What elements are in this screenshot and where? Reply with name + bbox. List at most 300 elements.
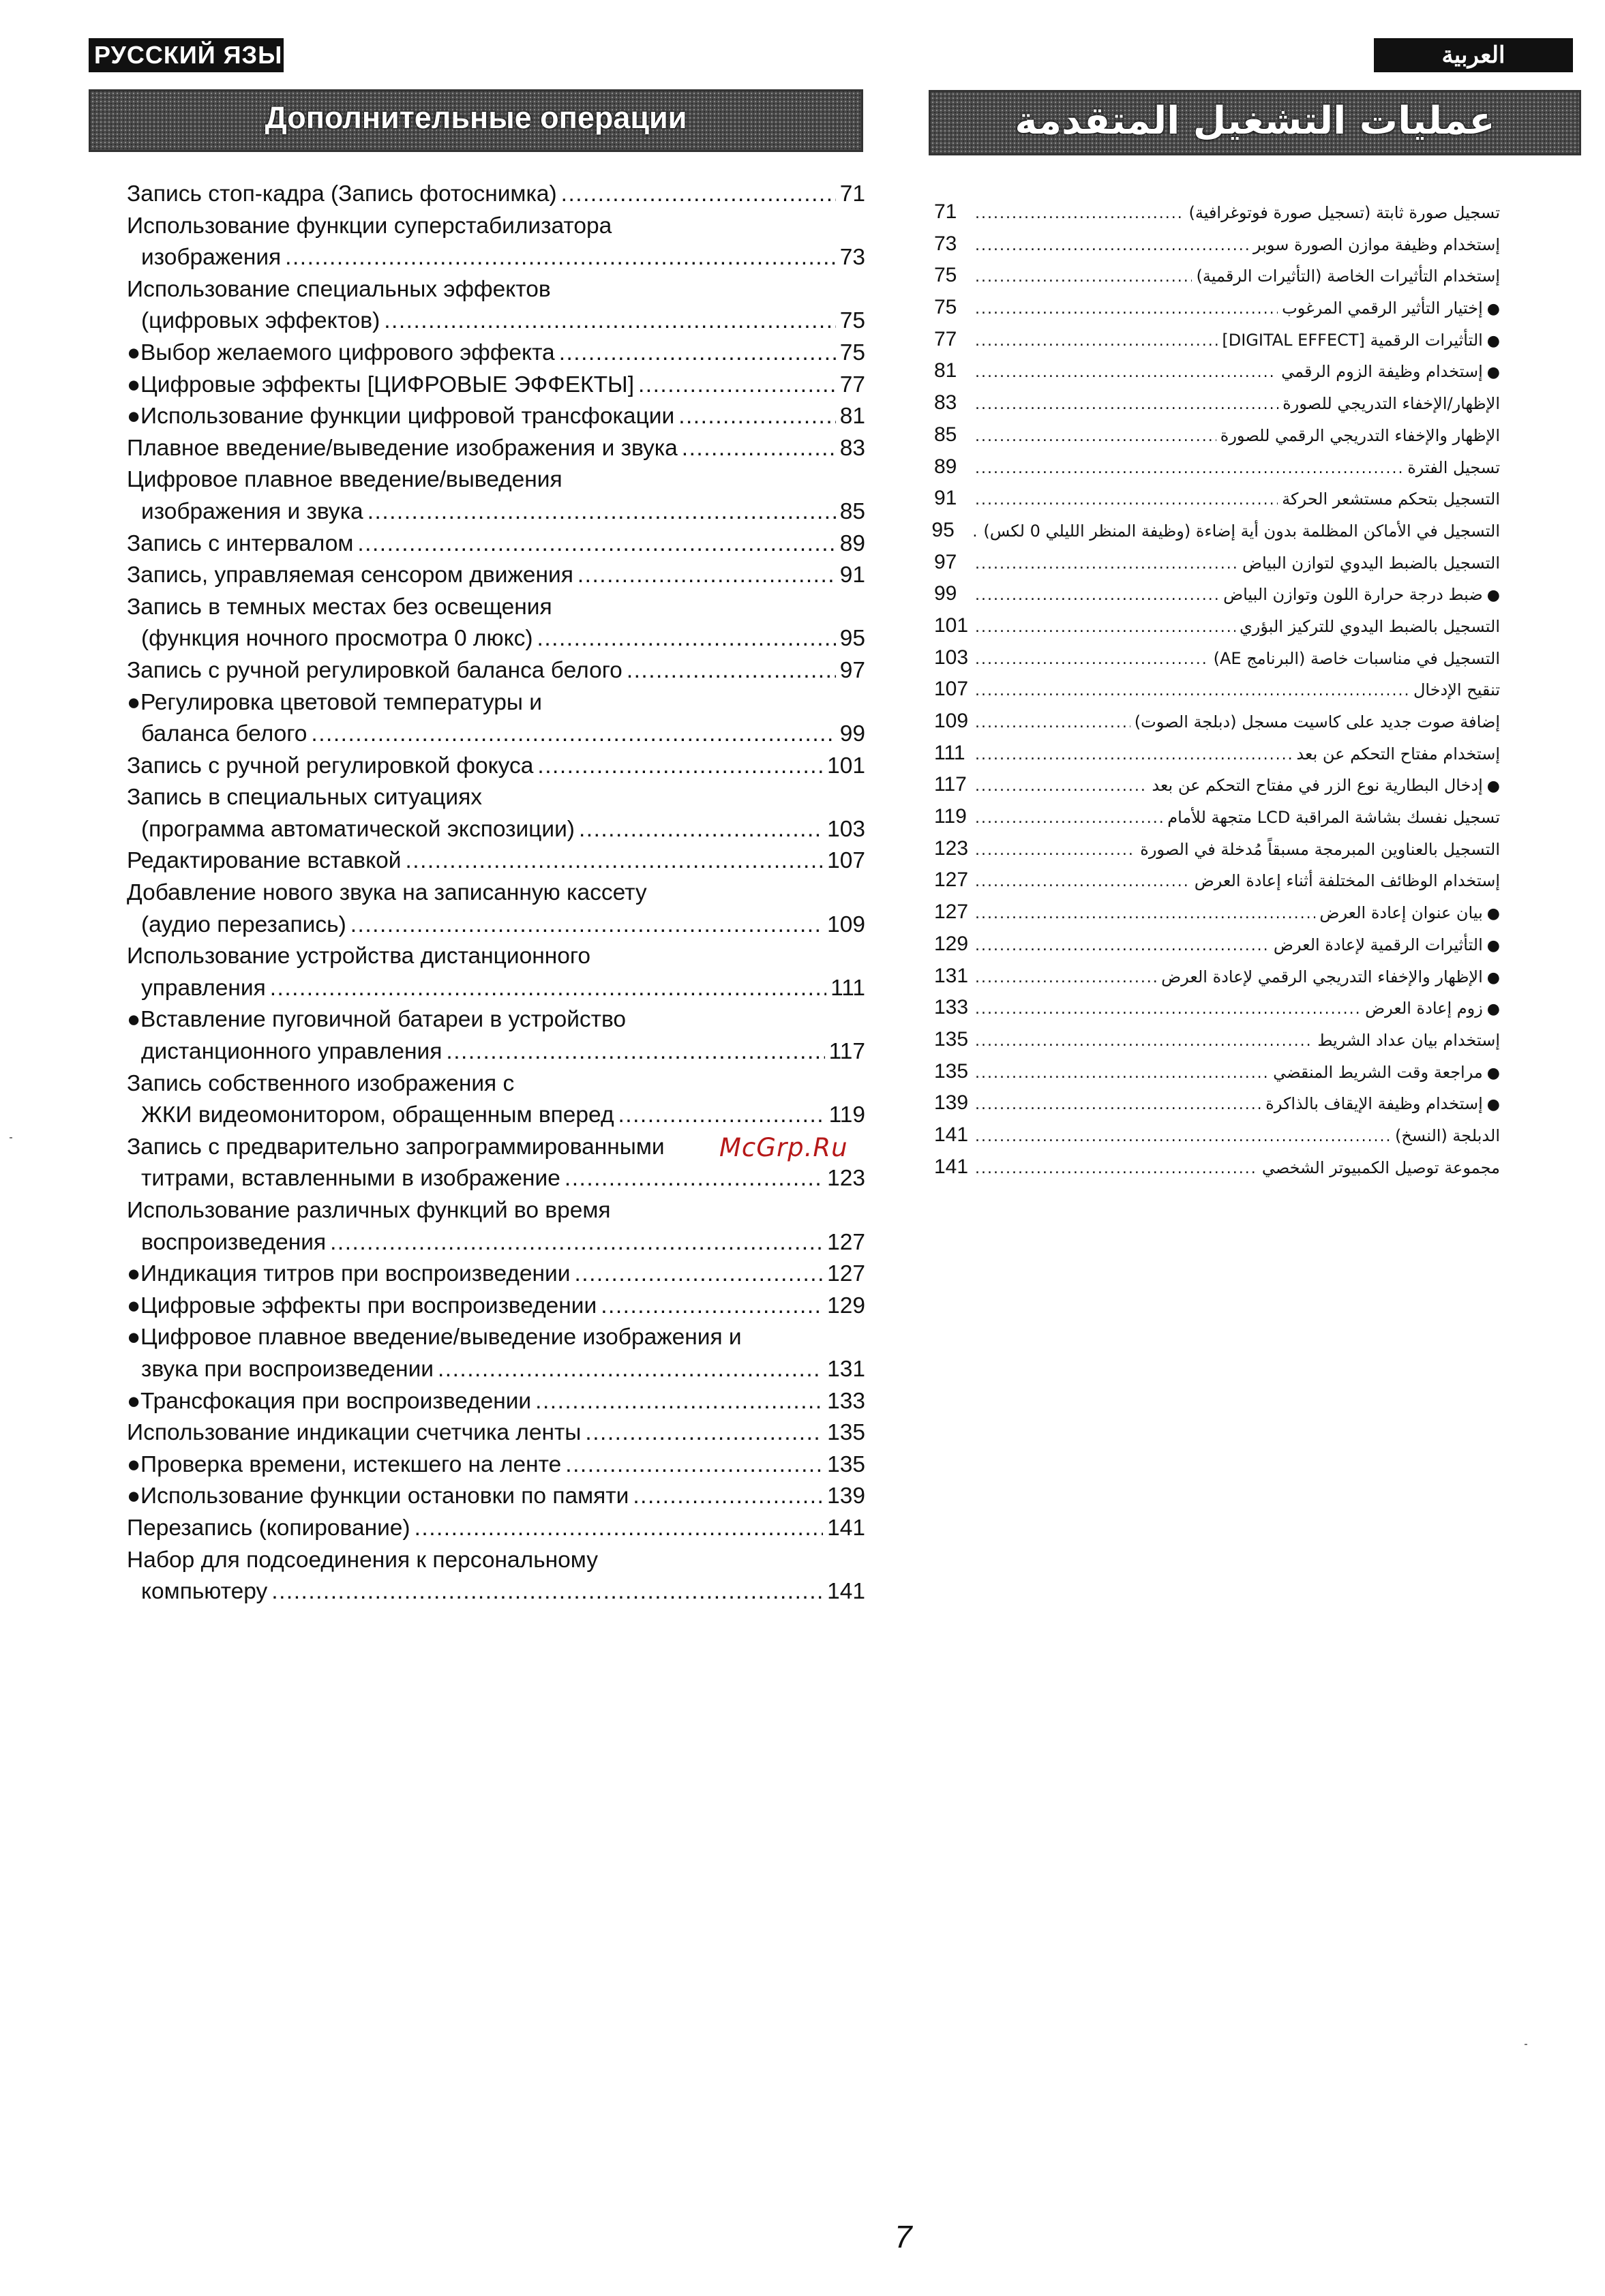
toc-entry-text: إستخدام بيان عداد الشريط xyxy=(1317,1030,1500,1050)
toc-entry-title xyxy=(1296,738,1500,770)
dot-leader xyxy=(975,963,1157,995)
toc-entry-title: Проверка времени, истекшего на ленте xyxy=(140,1451,562,1477)
toc-page-number: 75 xyxy=(839,308,865,334)
toc-page-number: 91 xyxy=(839,562,865,588)
toc-entry xyxy=(127,1195,865,1258)
toc-page-number: 127 xyxy=(827,1261,865,1287)
toc-entry-line xyxy=(127,1449,865,1481)
toc-page-number: 101 xyxy=(827,753,865,779)
toc-entry-title xyxy=(1273,1057,1500,1090)
toc-entry-text: بيان عنوان إعادة العرض xyxy=(1319,903,1483,923)
watermark: McGrp.Ru xyxy=(719,1133,848,1162)
toc-entry-title: изображения и звука xyxy=(141,498,363,524)
toc-entry-title: ЖКИ видеомонитором, обращенным вперед xyxy=(141,1102,614,1128)
toc-entry xyxy=(127,751,865,783)
dot-leader xyxy=(975,389,1278,421)
toc-entry-title xyxy=(1395,1120,1500,1152)
toc-page-number: 75 xyxy=(934,296,957,319)
toc-entry-title xyxy=(1140,834,1500,866)
toc-page-number: 119 xyxy=(934,805,967,828)
page-number: 7 xyxy=(895,2219,912,2254)
toc-entry-line xyxy=(127,687,865,719)
toc-entry xyxy=(934,674,1500,706)
toc-entry-title: управления xyxy=(141,975,266,1001)
bullet-icon: ● xyxy=(1486,301,1500,318)
toc-entry xyxy=(127,1449,865,1481)
toc-entry-title xyxy=(1188,197,1500,229)
toc-entry-text: التسجيل في الأماكن المظلمة بدون أية إضاءة (وظيفة المنظر الليلي 0 لكس) xyxy=(983,521,1500,541)
section-title-russian: Дополнительные операции xyxy=(265,100,687,135)
toc-entry xyxy=(934,547,1500,579)
toc-entry-title xyxy=(1262,1152,1500,1184)
toc-entry-text: مجموعة توصيل الكمبيوتر الشخصي xyxy=(1261,1158,1500,1177)
toc-entry xyxy=(934,419,1500,451)
toc-entry-title: звука при воспроизведении xyxy=(141,1356,434,1382)
dot-leader xyxy=(975,898,1315,931)
toc-entry-line xyxy=(127,496,865,528)
toc-entry-line xyxy=(127,782,865,814)
dot-leader xyxy=(405,845,823,877)
toc-entry-line xyxy=(127,751,865,783)
dot-leader xyxy=(311,719,835,751)
toc-entry-line xyxy=(127,1417,865,1449)
toc-entry-title: баланса белого xyxy=(141,721,308,747)
dot-leader xyxy=(682,433,836,465)
toc-entry-line xyxy=(127,1322,865,1354)
toc-entry-text: التسجيل بالضبط اليدوي لتوازن البياض xyxy=(1242,553,1500,573)
toc-entry-line xyxy=(127,1195,865,1227)
section-banner-arabic xyxy=(929,90,1581,155)
toc-entry xyxy=(934,738,1500,770)
dot-leader xyxy=(415,1513,824,1545)
toc-entry-title: Запись собственного изображения с xyxy=(127,1070,515,1096)
toc-entry xyxy=(127,655,865,687)
toc-entry xyxy=(934,1056,1500,1088)
toc-page-number: 107 xyxy=(827,848,865,874)
toc-entry-line xyxy=(127,623,865,655)
toc-page-number: 135 xyxy=(934,1027,969,1051)
toc-entry-title: титрами, вставленными в изображение xyxy=(141,1166,560,1192)
toc-page-number: 77 xyxy=(839,372,865,397)
toc-entry-line xyxy=(127,1386,865,1418)
dot-leader xyxy=(975,485,1278,517)
toc-page-number: 139 xyxy=(827,1483,865,1509)
dot-leader xyxy=(384,305,835,337)
toc-entry xyxy=(934,451,1500,483)
toc-entry xyxy=(934,1087,1500,1119)
toc-entry-line xyxy=(127,1004,865,1036)
toc-entry xyxy=(127,1513,865,1545)
bullet-icon: ● xyxy=(127,339,141,365)
toc-page-number: 81 xyxy=(839,404,865,429)
toc-entry-text: إستخدام وظيفة الزوم الرقمي xyxy=(1281,362,1483,382)
toc-entry-line xyxy=(127,179,865,211)
toc-entry xyxy=(934,992,1500,1024)
toc-page-number: 123 xyxy=(934,836,969,860)
toc-entry-title xyxy=(1282,292,1500,326)
toc-entry-text: التسجيل بالضبط اليدوي للتركيز البؤري xyxy=(1239,616,1500,636)
toc-entry-title xyxy=(1195,865,1500,897)
bullet-icon: ● xyxy=(1486,1096,1500,1114)
dot-leader xyxy=(975,1058,1269,1090)
dot-leader xyxy=(975,262,1192,294)
dot-leader xyxy=(271,1576,823,1608)
toc-entry-line xyxy=(127,845,865,877)
toc-entry-title xyxy=(1167,802,1500,834)
toc-entry-title xyxy=(1317,1025,1500,1057)
toc-entry-text: إستخدام التأثيرات الخاصة (التأثيرات الرقمية) xyxy=(1196,267,1500,286)
toc-entry-title: (аудио перезапись) xyxy=(141,911,346,937)
language-label-arabic: العربية xyxy=(1374,38,1573,72)
toc-entry-title: Цифровые эффекты [ЦИФРОВЫЕ ЭФФЕКТЫ] xyxy=(140,372,634,397)
toc-page-number: 109 xyxy=(827,911,865,937)
toc-entry-title: Перезапись (копирование) xyxy=(127,1515,410,1541)
toc-entry-text: تسجيل صورة ثابتة (تسجيل صورة فوتوغرافية) xyxy=(1188,203,1500,222)
toc-entry xyxy=(127,1417,865,1449)
toc-entry-line xyxy=(127,814,865,846)
toc-entry-line xyxy=(127,909,865,941)
toc-entry-title: Регулировка цветовой температуры и xyxy=(140,689,542,715)
toc-entry-line xyxy=(127,719,865,751)
toc-page-number: 111 xyxy=(934,741,965,764)
toc-entry-text: الدبلجة (النسخ) xyxy=(1394,1126,1500,1145)
dot-leader xyxy=(585,1417,823,1449)
dot-leader xyxy=(357,528,835,560)
dot-leader xyxy=(579,814,823,846)
toc-entry-title xyxy=(1407,452,1500,484)
toc-entry-title xyxy=(1253,229,1500,261)
toc-entry-title: Плавное введение/выведение изображения и звука xyxy=(127,435,678,461)
toc-entry-title: Использование специальных эффектов xyxy=(127,276,551,302)
bullet-icon: ● xyxy=(1486,905,1500,923)
toc-entry-line xyxy=(127,973,865,1005)
bullet-icon: ● xyxy=(127,1325,141,1350)
toc-entry-title xyxy=(1222,324,1500,358)
toc-page-number: 73 xyxy=(839,245,865,271)
toc-entry-text: الإظهار والإخفاء التدريجي الرقمي للصورة xyxy=(1220,425,1500,445)
dot-leader xyxy=(350,909,823,941)
toc-entry xyxy=(934,833,1500,865)
toc-entry xyxy=(127,528,865,560)
dot-leader xyxy=(975,230,1249,262)
toc-page-number: 109 xyxy=(934,710,969,732)
toc-page-number: 139 xyxy=(934,1091,969,1115)
toc-page-number: 127 xyxy=(934,901,969,924)
bullet-icon: ● xyxy=(1486,332,1500,350)
toc-entry-line xyxy=(127,1576,865,1608)
toc-entry-title: Запись с ручной регулировкой баланса белого xyxy=(127,657,622,683)
dot-leader xyxy=(972,517,979,549)
dot-leader xyxy=(975,644,1210,676)
toc-entry-title xyxy=(983,515,1500,547)
toc-entry xyxy=(934,610,1500,642)
toc-entry-line xyxy=(127,305,865,337)
toc-page-number: 127 xyxy=(934,868,969,892)
toc-page-number: 77 xyxy=(934,327,957,350)
toc-entry xyxy=(934,292,1500,324)
toc-page-number: 123 xyxy=(827,1166,865,1192)
toc-entry xyxy=(934,578,1500,610)
dot-leader xyxy=(975,708,1130,740)
toc-page-number: 89 xyxy=(934,455,957,478)
toc-entry-line xyxy=(127,274,865,306)
bullet-icon: ● xyxy=(1486,1001,1500,1018)
toc-entry-title xyxy=(1214,643,1500,675)
toc-entry-line xyxy=(127,1258,865,1290)
toc-page-number: 89 xyxy=(839,530,865,556)
dot-leader xyxy=(368,496,836,528)
toc-entry-text: إستخدام مفتاح التحكم عن بعد xyxy=(1296,744,1500,764)
toc-entry-line xyxy=(127,242,865,274)
toc-entry-text: إستخدام وظيفة الإيقاف بالذاكرة xyxy=(1265,1094,1483,1114)
dot-leader xyxy=(627,655,836,687)
toc-entry-text: التسجيل بتحكم مستشعر الحركة xyxy=(1282,489,1500,509)
toc-entry-line xyxy=(127,941,865,973)
toc-page-number: 97 xyxy=(839,657,865,683)
toc-entry-title xyxy=(1281,356,1500,389)
toc-entry xyxy=(934,864,1500,896)
toc-entry-title xyxy=(1365,993,1500,1026)
dot-leader xyxy=(975,421,1216,453)
toc-entry-line xyxy=(127,1481,865,1513)
toc-entry xyxy=(127,464,865,528)
bullet-icon: ● xyxy=(127,1293,141,1318)
toc-entry-line xyxy=(127,1163,865,1195)
toc-entry-line xyxy=(127,1354,865,1386)
toc-entry-line xyxy=(127,369,865,402)
dot-leader xyxy=(975,1026,1313,1058)
toc-entry-title xyxy=(1274,929,1500,963)
toc-entry-line xyxy=(127,592,865,624)
toc-page-number: 75 xyxy=(839,339,865,365)
toc-entry xyxy=(127,274,865,337)
toc-entry-text: ضبط درجة حرارة اللون وتوازن البياض xyxy=(1223,585,1483,605)
toc-page-number: 71 xyxy=(934,200,957,223)
toc-page-number: 99 xyxy=(839,721,865,747)
toc-entry xyxy=(934,896,1500,928)
toc-entry-title xyxy=(1265,1088,1500,1121)
toc-entry-text: زوم إعادة العرض xyxy=(1365,999,1483,1018)
toc-page-number: 141 xyxy=(827,1579,865,1605)
dot-leader xyxy=(638,369,836,402)
toc-page-number: 135 xyxy=(827,1420,865,1446)
toc-entry-title: дистанционного управления xyxy=(141,1039,442,1065)
toc-entry xyxy=(127,369,865,402)
dot-leader xyxy=(975,357,1277,389)
toc-entry xyxy=(934,769,1500,801)
toc-entry-title: Цифровое плавное введение/выведение изображения и xyxy=(140,1325,742,1350)
toc-entry-line xyxy=(127,337,865,369)
bullet-icon: ● xyxy=(127,1451,141,1477)
dot-leader xyxy=(574,1258,823,1290)
toc-entry xyxy=(934,324,1500,356)
toc-entry xyxy=(127,1068,865,1132)
dot-leader xyxy=(330,1227,823,1259)
toc-page-number: 83 xyxy=(934,391,957,414)
toc-page-number: 103 xyxy=(827,816,865,842)
toc-entry-text: تسجيل نفسك بشاشة المراقبة LCD متجهة للأمام xyxy=(1167,808,1500,828)
toc-page-number: 117 xyxy=(828,1039,865,1065)
dot-leader xyxy=(537,623,836,655)
toc-entry-title xyxy=(1135,706,1500,738)
toc-entry-title: Выбор желаемого цифрового эффекта xyxy=(140,339,555,365)
toc-entry-title: Запись, управляемая сенсором движения xyxy=(127,562,573,588)
toc-entry xyxy=(127,877,865,941)
bullet-icon: ● xyxy=(1486,1064,1500,1082)
toc-page-number: 73 xyxy=(934,232,957,255)
toc-entry xyxy=(934,355,1500,387)
toc-entry-title xyxy=(1152,770,1500,803)
toc-entry-text: تنقيح الإدخال xyxy=(1413,680,1500,700)
toc-page-number: 83 xyxy=(839,435,865,461)
toc-page-number: 131 xyxy=(934,964,969,987)
bullet-icon: ● xyxy=(127,1483,141,1509)
toc-entry-line xyxy=(127,560,865,592)
toc-entry-line xyxy=(127,211,865,243)
toc-entry-line xyxy=(127,877,865,909)
bullet-icon: ● xyxy=(127,372,141,397)
toc-page-number: 107 xyxy=(934,678,969,701)
toc-entry-line xyxy=(127,401,865,433)
dot-leader xyxy=(446,1036,824,1068)
dot-leader xyxy=(975,580,1219,612)
toc-entry xyxy=(934,196,1500,228)
toc-page-number: 135 xyxy=(934,1059,969,1083)
toc-entry xyxy=(127,179,865,211)
toc-entry-title xyxy=(1242,547,1500,579)
dot-leader xyxy=(565,1449,823,1481)
dot-leader xyxy=(537,751,823,783)
toc-entry-title: (цифровых эффектов) xyxy=(141,308,380,334)
dot-leader xyxy=(975,612,1235,644)
dot-leader xyxy=(975,835,1136,867)
toc-entry-title xyxy=(1220,420,1500,452)
toc-page-number: 119 xyxy=(828,1102,865,1128)
dot-leader xyxy=(975,1121,1391,1153)
toc-entry-title xyxy=(1282,483,1500,515)
toc-arabic xyxy=(931,196,1500,1183)
toc-entry xyxy=(934,801,1500,833)
toc-entry-line xyxy=(127,1068,865,1100)
toc-entry-title: Запись с ручной регулировкой фокуса xyxy=(127,753,534,779)
language-label-russian: РУССКИЙ ЯЗЫК xyxy=(89,38,284,72)
toc-entry-text: الإظهار/الإخفاء التدريجي للصورة xyxy=(1282,394,1500,414)
bullet-icon: ● xyxy=(1486,364,1500,382)
toc-entry-title xyxy=(1413,674,1500,706)
dot-leader xyxy=(975,803,1163,835)
toc-entry-text: التسجيل بالعناوين المبرمجة مسبقاً مُدخلة في الصورة xyxy=(1140,839,1500,859)
dot-leader xyxy=(975,326,1218,358)
toc-entry xyxy=(127,782,865,845)
toc-entry-title: (функция ночного просмотра 0 люкс) xyxy=(141,626,533,652)
dot-leader xyxy=(975,453,1403,485)
toc-entry-line xyxy=(127,433,865,465)
toc-entry-line xyxy=(127,1290,865,1323)
toc-entry-title: Использование функции цифровой трансфокации xyxy=(140,404,675,429)
toc-entry-title xyxy=(1282,388,1500,420)
toc-page-number: 71 xyxy=(839,181,865,207)
toc-page-number: 131 xyxy=(827,1356,865,1382)
bullet-icon: ● xyxy=(127,689,141,715)
toc-entry xyxy=(127,1258,865,1290)
toc-entry-title: Использование функции остановки по памяти xyxy=(140,1483,629,1509)
bullet-icon: ● xyxy=(1486,937,1500,954)
toc-page-number: 99 xyxy=(934,582,957,605)
dot-leader xyxy=(559,337,836,369)
toc-page-number: 97 xyxy=(934,550,957,573)
toc-entry-line xyxy=(127,655,865,687)
toc-entry-title xyxy=(1196,260,1500,292)
toc-page-number: 101 xyxy=(934,614,969,637)
toc-entry xyxy=(127,592,865,655)
toc-entry-text: تسجيل الفترة xyxy=(1407,457,1500,477)
toc-entry xyxy=(127,211,865,274)
dot-leader xyxy=(578,560,836,592)
toc-entry xyxy=(934,483,1500,515)
toc-page-number: 133 xyxy=(827,1388,865,1414)
toc-page-number: 141 xyxy=(934,1123,969,1146)
dot-leader xyxy=(618,1100,825,1132)
bullet-icon: ● xyxy=(127,1388,141,1414)
toc-entry xyxy=(934,1119,1500,1151)
bullet-icon: ● xyxy=(127,404,141,429)
toc-entry xyxy=(934,387,1500,419)
dot-leader xyxy=(975,994,1361,1026)
toc-page-number: 95 xyxy=(839,626,865,652)
toc-entry-title: Трансфокация при воспроизведении xyxy=(140,1388,532,1414)
toc-entry-title: Использование устройства дистанционного xyxy=(127,943,590,969)
toc-page-number: 117 xyxy=(934,773,967,796)
toc-entry-line xyxy=(127,1513,865,1545)
toc-page-number: 127 xyxy=(827,1229,865,1255)
toc-entry xyxy=(127,401,865,433)
toc-entry xyxy=(127,687,865,751)
toc-entry xyxy=(127,1004,865,1068)
toc-entry-title: Запись с интервалом xyxy=(127,530,354,556)
dot-leader xyxy=(975,676,1409,708)
toc-entry xyxy=(934,706,1500,738)
dot-leader xyxy=(975,1089,1261,1121)
toc-entry-title: Запись с предварительно запрограммированными xyxy=(127,1134,665,1160)
toc-page-number: 85 xyxy=(934,423,957,446)
toc-page-number: 141 xyxy=(934,1155,969,1178)
dot-leader xyxy=(678,401,836,433)
dot-leader xyxy=(975,931,1270,963)
toc-entry-title: Индикация титров при воспроизведении xyxy=(140,1261,571,1287)
toc-entry-title: Запись в темных местах без освещения xyxy=(127,594,552,620)
toc-entry-title: Вставление пуговичной батареи в устройство xyxy=(140,1007,627,1033)
toc-entry-title xyxy=(1240,611,1500,643)
toc-entry xyxy=(127,560,865,592)
toc-entry xyxy=(127,1290,865,1323)
toc-page-number: 91 xyxy=(934,487,957,510)
toc-entry xyxy=(127,845,865,877)
toc-entry xyxy=(127,1322,865,1385)
toc-page-number: 75 xyxy=(934,264,957,287)
bullet-icon: ● xyxy=(1486,587,1500,605)
dot-leader xyxy=(975,740,1292,772)
toc-entry-title: Использование различных функций во время xyxy=(127,1198,611,1223)
toc-entry-title: Цифровые эффекты при воспроизведении xyxy=(140,1293,597,1318)
scan-mark xyxy=(10,1137,12,1138)
toc-entry-title: Редактирование вставкой xyxy=(127,848,402,874)
toc-page-number: 135 xyxy=(827,1451,865,1477)
toc-entry-title: Добавление нового звука на записанную кассету xyxy=(127,880,647,906)
toc-page-number: 129 xyxy=(934,932,969,955)
dot-leader xyxy=(975,549,1238,581)
dot-leader xyxy=(633,1481,823,1513)
toc-entry-text: إستخدام الوظائف المختلفة أثناء إعادة العرض xyxy=(1194,871,1500,891)
